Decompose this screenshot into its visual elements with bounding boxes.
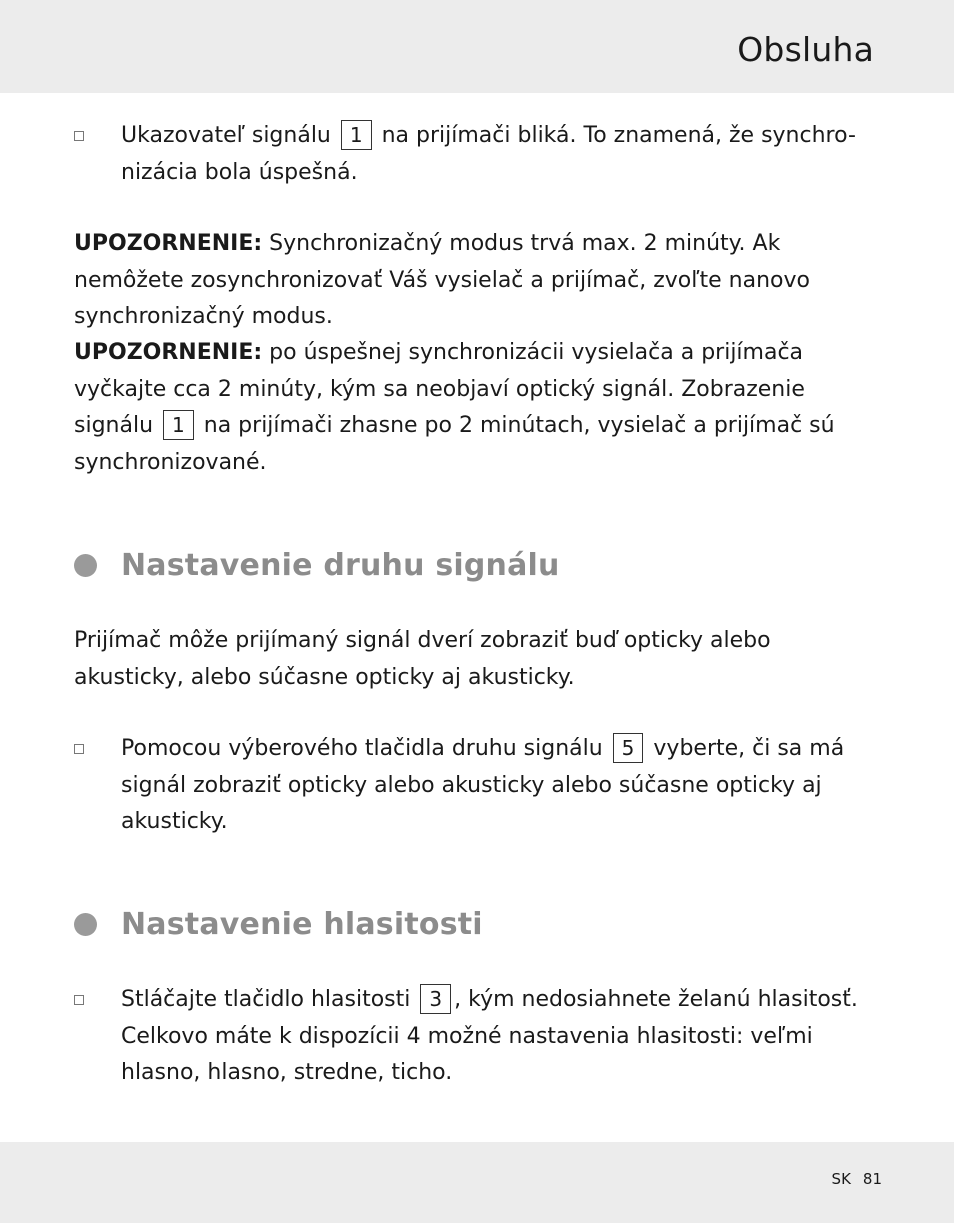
reference-number: 3	[420, 984, 451, 1014]
footer-band	[0, 1142, 954, 1223]
bullet-dot-icon	[74, 913, 97, 936]
list-item-text: Pomocou výberového tlačidla druhu signálu 5 vyberte, či sa má signál zobraziť opticky alebo akusticky alebo súčasne opticky aj akusticky.	[121, 731, 886, 841]
note-paragraph: UPOZORNENIE: po úspešnej synchronizácii vysielača a prijímača vyčkajte cca 2 minúty, kým sa neobjaví optický signál. Zobrazenie signálu 1 na prijímači zhasne po 2 minútach, vysielač a prijímač sú synchronizované.	[74, 340, 835, 475]
note-label: UPOZORNENIE:	[74, 340, 263, 365]
note-text: Synchronizačný modus trvá max. 2 minúty. Ak nemôžete zosynchronizovať Váš vysielač a prijímač, zvoľte nanovo synchronizačný modus.	[74, 231, 810, 329]
bullet-square-icon	[74, 744, 84, 754]
language-code: SK	[831, 1170, 851, 1188]
section-heading: Nastavenie hlasitosti	[74, 907, 483, 942]
note-label: UPOZORNENIE:	[74, 231, 263, 256]
reference-number: 5	[613, 733, 644, 763]
reference-number: 1	[163, 410, 194, 440]
page-title: Obsluha	[737, 30, 874, 69]
list-item	[74, 118, 886, 191]
bullet-square-icon	[74, 131, 84, 141]
page-number: 81	[862, 1170, 882, 1188]
bullet-square-icon	[74, 995, 84, 1005]
bullet-dot-icon	[74, 554, 97, 577]
intro-paragraph: Prijímač môže prijímaný signál dverí zobraziť buď opticky alebo akusticky, alebo súčasne opticky aj akusticky.	[74, 628, 771, 690]
list-item-text: Ukazovateľ signálu 1 na prijímači bliká. To znamená, že synchro-nizácia bola úspešná.	[121, 118, 886, 191]
list-item-text: Stláčajte tlačidlo hlasitosti 3 , kým nedosiahnete želanú hlasitosť. Celkovo máte k dispozícii 4 možné nastavenia hlasitosti: veľmi hlasno, hlasno, stredne, ticho.	[121, 982, 886, 1092]
note-paragraph	[74, 226, 886, 336]
page-footer	[832, 1170, 882, 1188]
reference-number: 1	[341, 120, 372, 150]
section-heading: Nastavenie druhu signálu	[74, 548, 560, 583]
list-item	[74, 731, 886, 841]
list-item	[74, 982, 886, 1092]
